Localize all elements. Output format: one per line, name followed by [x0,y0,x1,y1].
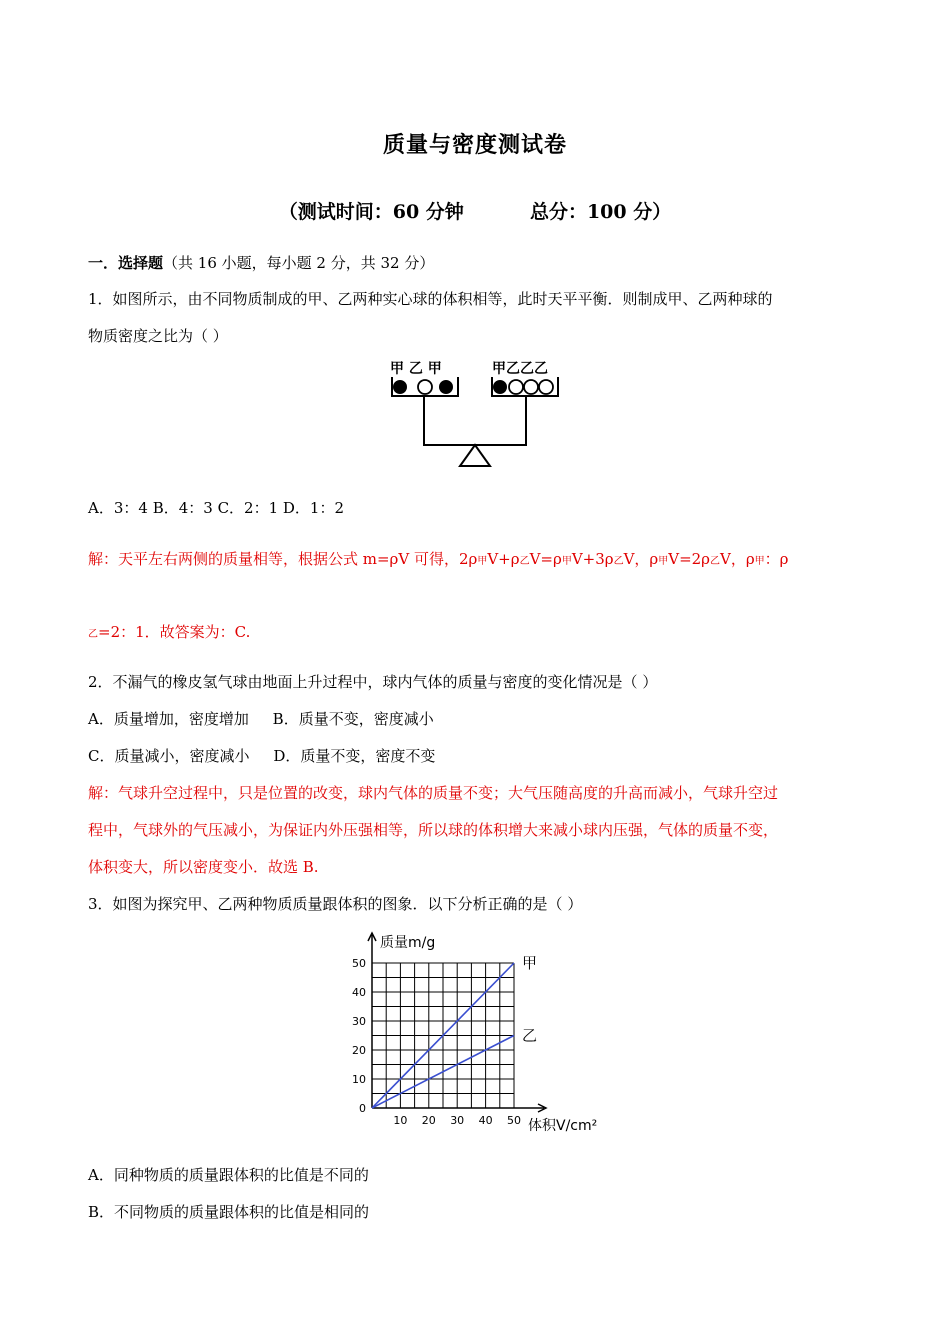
q2-solution-line2: 程中，气球外的气压减小，为保证内外压强相等，所以球的体积增大来减小球内压强，气体的质量不变， [88,821,779,839]
q1-solution-line1 [88,548,788,573]
balance-figure [385,355,565,470]
x-tick-label: 20 [421,1114,436,1127]
mass-volume-chart [335,925,615,1140]
left-ball-jia-2 [439,380,453,394]
sol-text-5: V，ρ [623,550,659,568]
y-tick-label: 40 [352,986,366,999]
q3-option-b: B．不同物质的质量跟体积的比值是相同的 [88,1203,370,1221]
q2-solution-line1: 解：气球升空过程中，只是位置的改变，球内气体的质量不变；大气压随高度的升高而减小，气球升空过 [88,784,779,802]
sol-sub-3: 甲 [561,556,572,567]
left-ball-yi [418,380,432,394]
y-tick-label: 30 [352,1015,366,1028]
sol-text-7: V，ρ [720,550,755,568]
sol-text-3: V=ρ [529,550,562,568]
x-axis-label: 体积V/cm² [528,1118,598,1134]
sol-sub-6: 乙 [710,556,720,567]
y-tick-label: 20 [352,1044,366,1057]
q2-options-row1: A．质量增加，密度增加 B．质量不变，密度减小 [88,710,434,728]
page-title: 质量与密度测试卷 [382,132,567,158]
right-ball-jia [493,380,507,394]
series-label: 乙 [522,1026,538,1045]
y-tick-label: 10 [352,1073,366,1086]
right-pan-labels: 甲乙乙乙 [492,361,548,377]
sol-sub-4: 乙 [613,556,624,567]
q1-stem-line1: 1．如图所示，由不同物质制成的甲、乙两种实心球的体积相等，此时天平平衡．则制成甲、乙两种球的 [88,290,773,308]
x-tick-label: 40 [478,1114,493,1127]
balance-beam [424,396,526,445]
sol-sub-5: 甲 [658,556,669,567]
sol-text-2: V+ρ [487,550,520,568]
sol-text-1: 解：天平左右两侧的质量相等，根据公式 m=ρV 可得，2ρ [88,550,478,568]
right-ball-yi-3 [539,380,553,394]
y-axis-label: 质量m/g [380,935,436,951]
q2-solution-line3: 体积变大，所以密度变小．故选 B. [88,858,319,876]
sol-text-4: V+3ρ [571,550,614,568]
sol-text-9: =2：1．故答案为：C. [98,623,251,641]
sol-text-8: ：ρ [764,550,789,568]
fulcrum [460,445,490,466]
y-tick-label: 50 [352,957,366,970]
x-tick-label: 30 [450,1114,465,1127]
q3-option-a: A．同种物质的质量跟体积的比值是不同的 [88,1166,369,1184]
sol-sub-1: 甲 [477,556,488,567]
right-ball-yi-1 [509,380,523,394]
sol-sub-2: 乙 [519,556,530,567]
right-ball-yi-2 [524,380,538,394]
page-subtitle: （测试时间：60 分钟 总分：100 分） [278,201,672,223]
q1-options: A．3：4 B．4：3 C．2：1 D．1：2 [88,499,345,517]
q3-stem: 3．如图为探究甲、乙两种物质质量跟体积的图象．以下分析正确的是（ ） [88,895,583,913]
q1-solution-line2 [88,621,250,646]
series-label: 甲 [522,954,538,972]
sol-sub-8: 乙 [88,629,98,640]
q1-stem-line2: 物质密度之比为（ ） [88,327,228,345]
q2-options-row2: C．质量减小，密度减小 D．质量不变，密度不变 [88,747,436,765]
sol-sub-7: 甲 [754,556,765,567]
section-title: 一．选择题 [88,254,164,272]
q2-stem: 2．不漏气的橡皮氢气球由地面上升过程中，球内气体的质量与密度的变化情况是（ ） [88,673,658,691]
section-heading [88,252,434,274]
y-tick-label: 0 [359,1102,366,1115]
x-tick-label: 10 [393,1114,408,1127]
left-ball-jia-1 [393,380,407,394]
sol-text-6: V=2ρ [668,550,710,568]
x-tick-label: 50 [507,1114,521,1127]
left-pan-labels: 甲 乙 甲 [390,361,442,377]
section-note: （共 16 小题，每小题 2 分，共 32 分） [163,254,435,272]
